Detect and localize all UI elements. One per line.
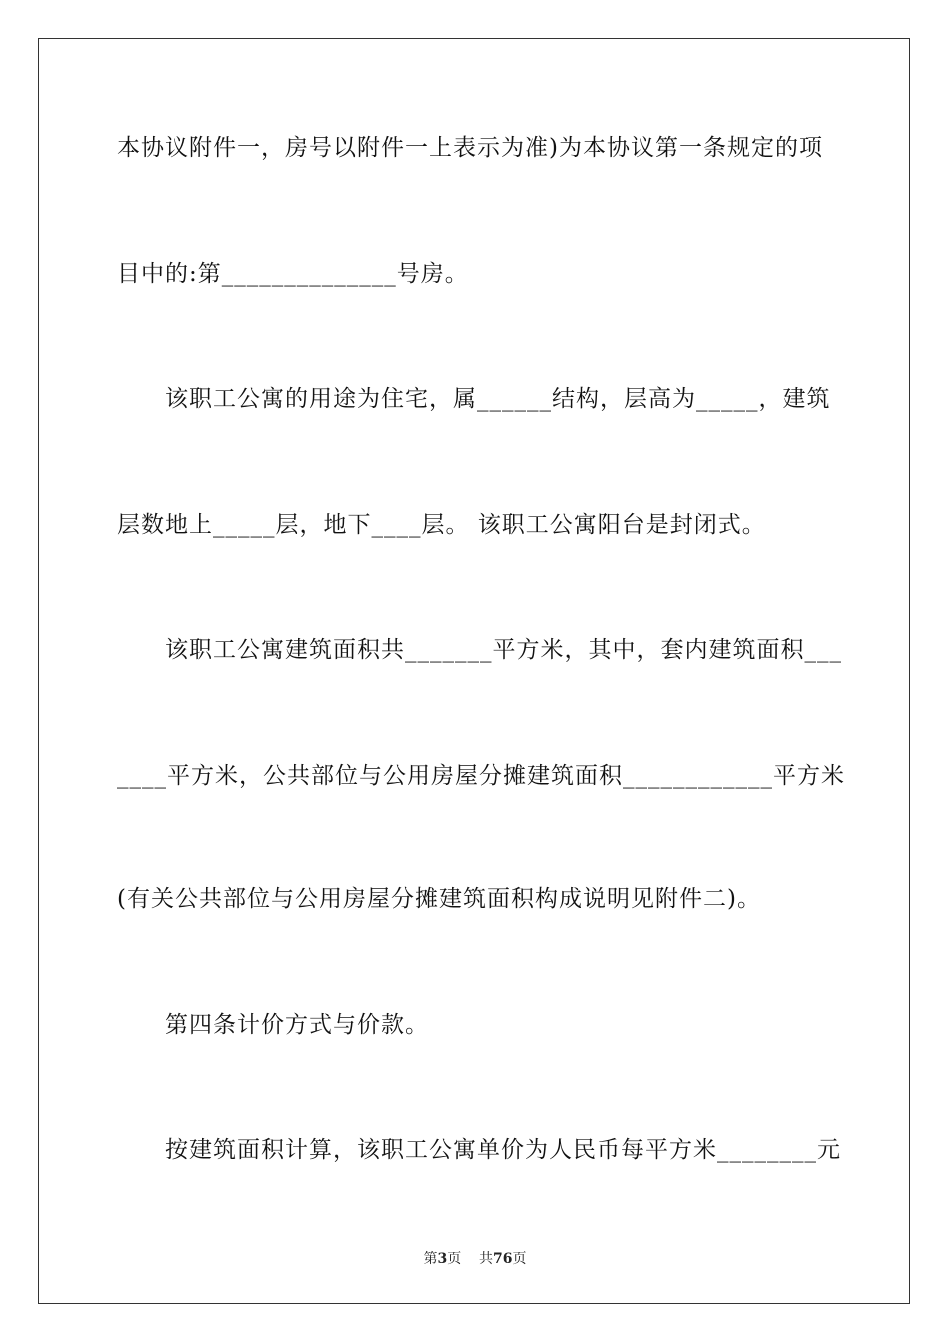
paragraph-line-1: 本协议附件一，房号以附件一上表示为准)为本协议第一条规定的项 (117, 135, 823, 161)
paragraph-line-6: ____平方米，公共部位与公用房屋分摊建筑面积____________平方米 (117, 763, 845, 789)
footer-page-number: 3 (437, 1251, 448, 1267)
footer-total-prefix: 共 (479, 1251, 494, 1267)
page-border (38, 38, 910, 1304)
footer-total-pages: 76 (493, 1251, 513, 1267)
page-footer (0, 1248, 950, 1268)
paragraph-line-2: 目中的:第______________号房。 (117, 261, 469, 287)
section-heading-article-4: 第四条计价方式与价款。 (165, 1012, 429, 1038)
paragraph-line-7: (有关公共部位与公用房屋分摊建筑面积构成说明见附件二)。 (117, 886, 761, 912)
footer-total-suffix: 页 (512, 1251, 527, 1267)
paragraph-line-4: 层数地上_____层，地下____层。 该职工公寓阳台是封闭式。 (117, 512, 766, 538)
paragraph-line-5: 该职工公寓建筑面积共_______平方米，其中，套内建筑面积___ (165, 637, 842, 663)
paragraph-line-9: 按建筑面积计算，该职工公寓单价为人民币每平方米________元 (165, 1137, 841, 1163)
footer-page-prefix: 第 (423, 1251, 438, 1267)
footer-page-suffix: 页 (447, 1251, 462, 1267)
paragraph-line-3: 该职工公寓的用途为住宅，属______结构，层高为_____，建筑 (165, 386, 831, 412)
